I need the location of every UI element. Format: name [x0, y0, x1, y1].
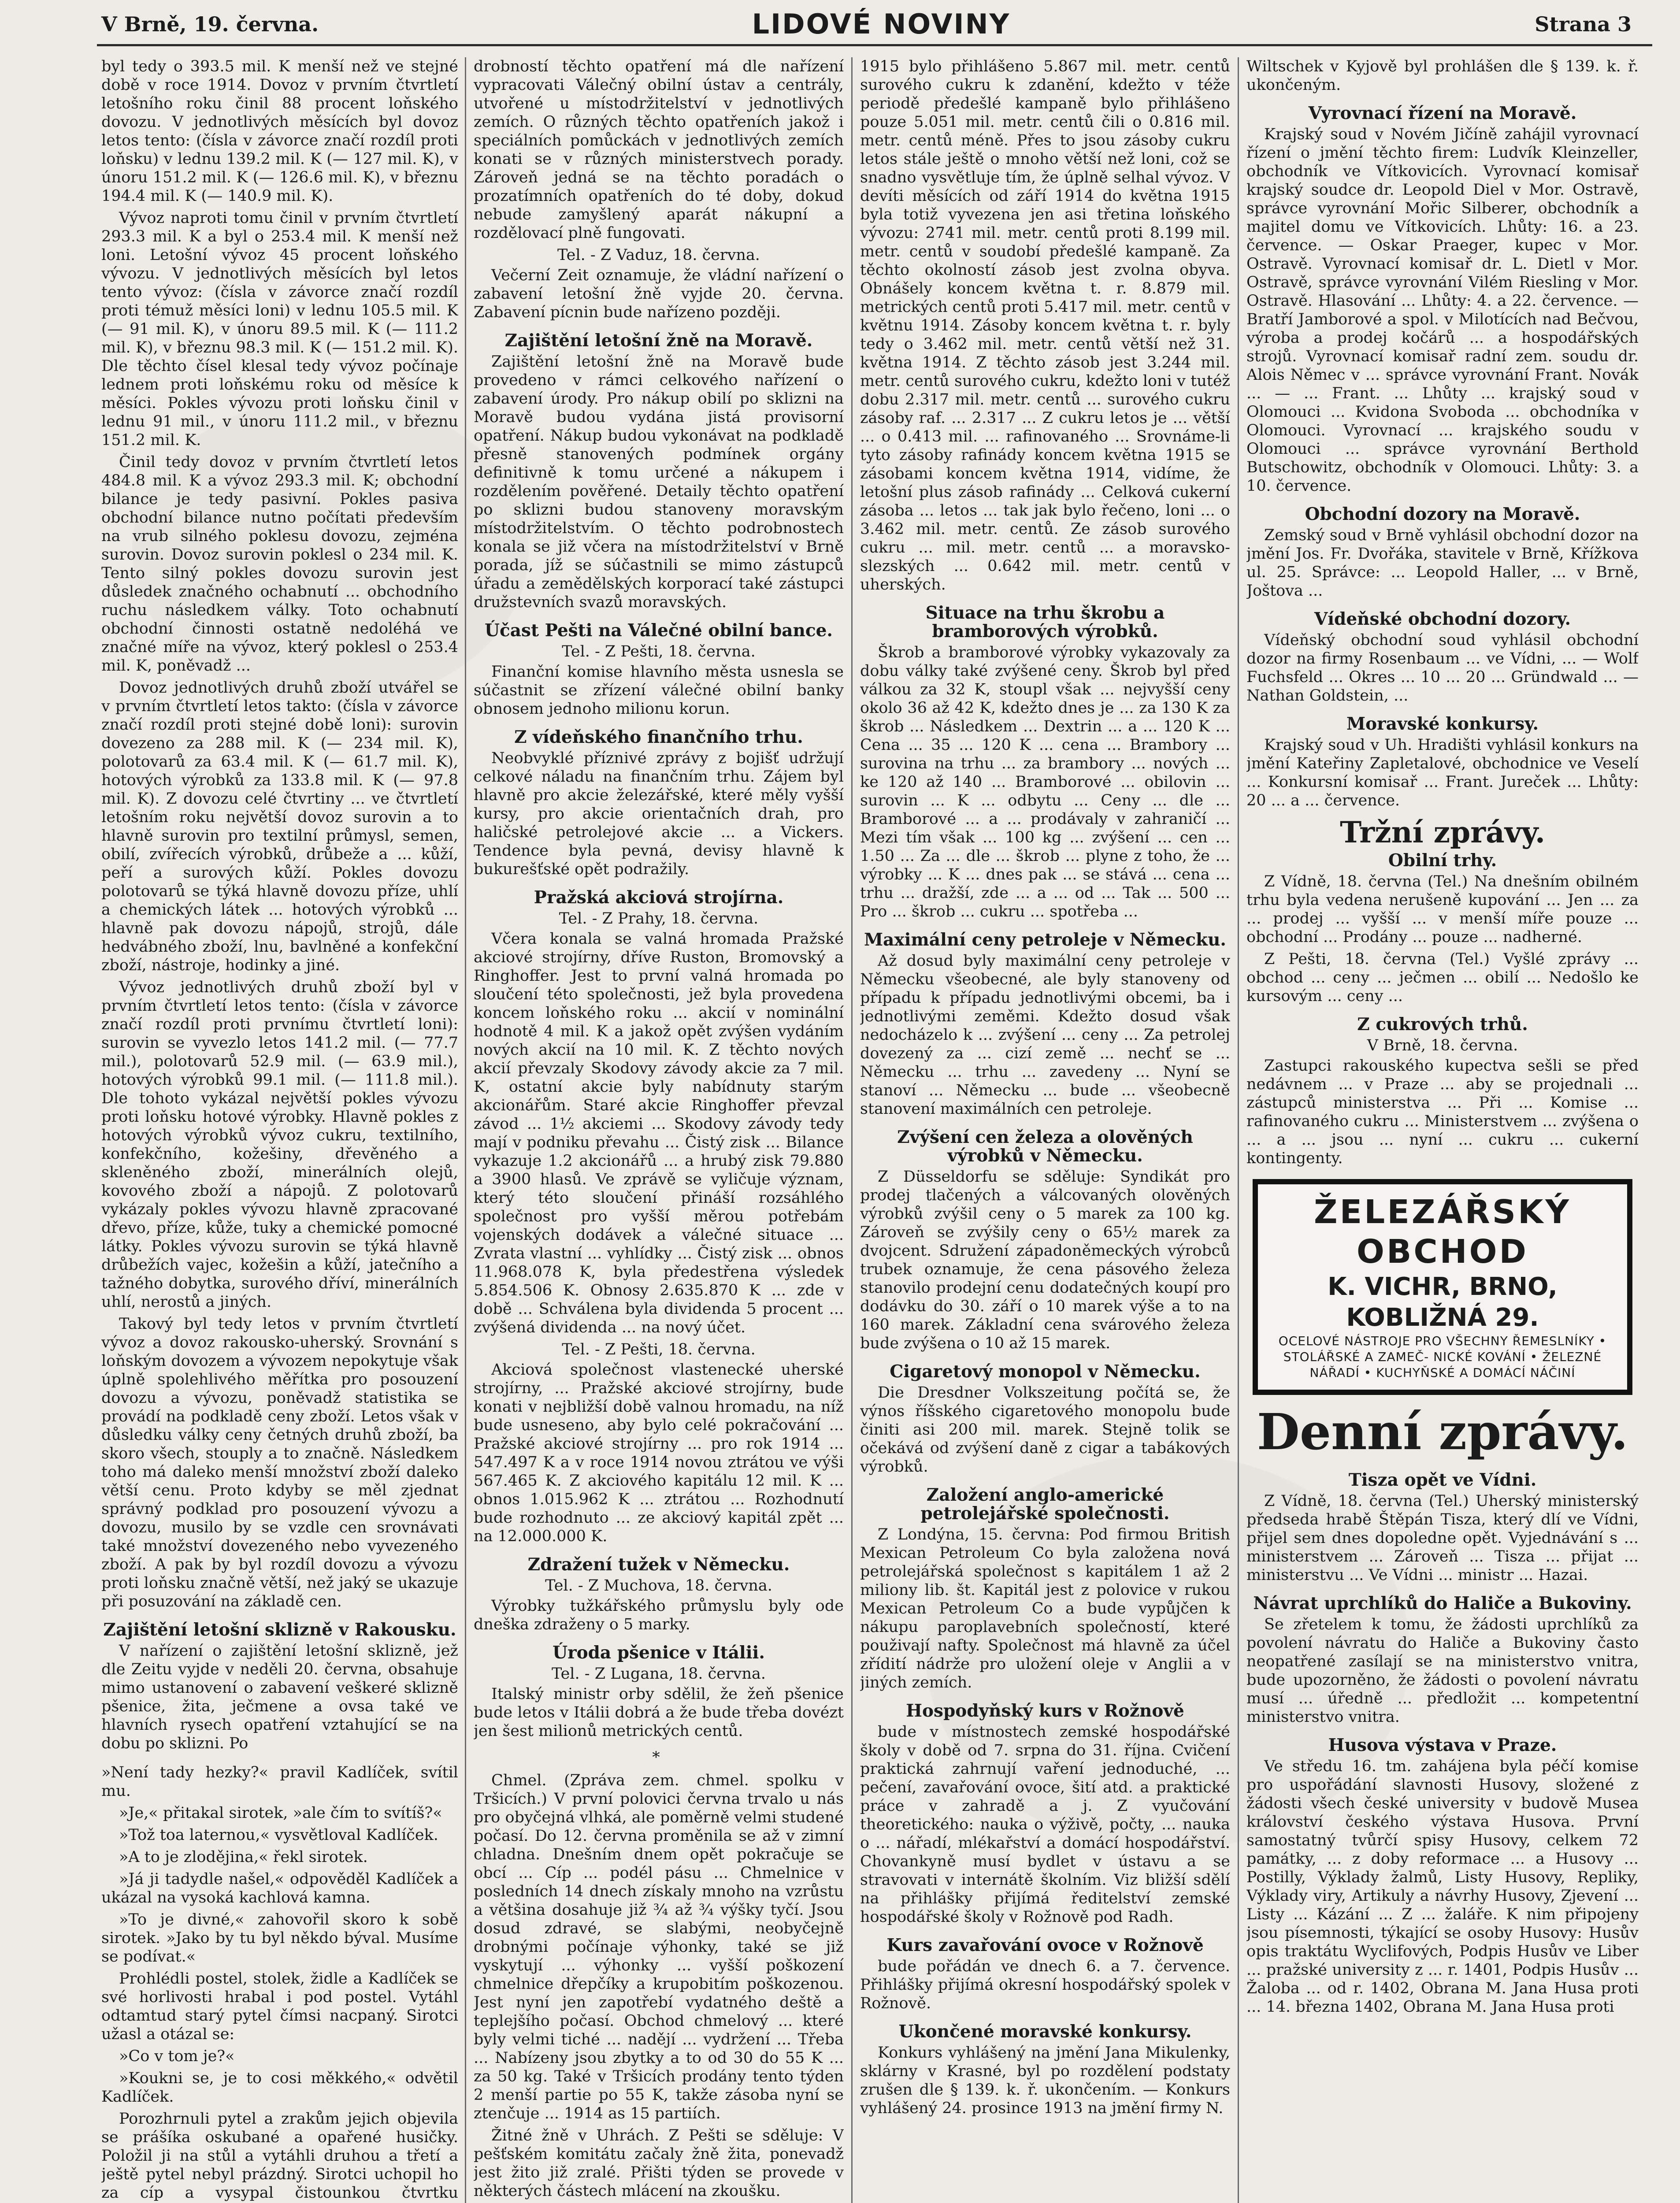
feuilleton-paragraph: »Je,« přitakal sirotek, »ale čím to svítíš?« [119, 1804, 442, 1822]
article-paragraph: Akciová společnost vlastenecké uherské strojírny, ... Pražské akciové strojírny, bude konati v nejbližší době valnou hromadu, na níž bude usneseno, aby bylo celé pokračování ... Pražské akciové strojírny ... pro rok 1914 ... 547.497 K a v roce 1914 novou ztrátou ve výši 567.465 K. Z akciového kapitálu 12 mil. K ... obnos 1.015.962 K ... ztrátou ... Rozhodnutí bude rozhodnuto ... ze akciový kapitál zpět ... na 12.000.000 K. [474, 1361, 844, 1545]
section-ornament: * [652, 1749, 665, 1766]
article-paragraph: Večerní Zeit oznamuje, že vládní nařízení o zabavení letošní žně vyjde 20. června. Zabavení pícnin bude nařízeno později. [474, 267, 844, 321]
article-paragraph: Wiltschek v Kyjově byl prohlášen dle § 139. k. ř. ukončeným. [1246, 58, 1639, 94]
article-paragraph: Dovoz jednotlivých druhů zboží utvářel se v prvním čtvrtletí letos takto: (čísla v závorce značí rozdíl proti stejné době loni): surovin dovezeno za 288 mil. K (— 234 mil. K), polotovarů za 63.4 mil. K (— 61.7 mil. K), hotových výrobků za 133.8 mil. K (— 97.8 mil. K). Z dovozu celé čtvrtiny ... ve čtvrtletí letošním roku největší dovoz surovin a to hlavně surovin pro textilní průmysl, semen, obilí, zvířecích výrobků, drůbeže a ... kůží, peří a surových kůží. Pokles dovozu polotovarů se týká hlavně dovozu příze, uhlí a chemických látek ... hotových výrobků ... hlavně pak dovozu nápojů, strojů, dále hedvábného zboží, lnu, bavlněné a konfekční zboží, nástroje, hodinky a jiné. [101, 679, 458, 974]
article-headline: Z cukrových trhů. [1357, 1014, 1528, 1035]
article-headline: Účast Pešti na Válečné obilní bance. [485, 620, 833, 641]
feuilleton-paragraph: »Já ji tadydle našel,« odpověděl Kadlíček a ukázal na vysoká kachlová kamna. [101, 1870, 458, 1906]
article-headline: Husova výstava v Praze. [1328, 1735, 1557, 1755]
article-paragraph: byl tedy o 393.5 mil. K menší než ve stejné době v roce 1914. Dovoz v prvním čtvrtletí letošního roku činil 88 procent loňského dovozu. V jednotlivých měsících byl dovoz letos tento: (čísla v závorce značí rozdíl proti loňsku) v lednu 139.2 mil. K (— 127 mil. K), v únoru 151.2 mil. K (— 126.6 mil. K), v březnu 194.4 mil. K (— 140.9 mil. K). [101, 58, 458, 205]
header-date: V Brně, 19. června. [101, 12, 319, 36]
article-paragraph: Krajský soud v Novém Jičíně zahájil vyrovnací řízení o jmění těchto firem: Ludvík Kleinzeller, obchodník ve Vítkovicích. Vyrovnací komisař krajský soudce dr. Leopold Diel v Mor. Ostravě, správce vyrovnání Mořic Silberer, obchodník a majitel domu ve Vítkovicích. Lhůty: 16. a 23. července. — Oskar Praeger, kupec v Mor. Ostravě. Vyrovnací komisař dr. L. Dietl v Mor. Ostravě, správce vyrovnání Vilém Riesling v Mor. Ostravě. Hlasování ... Lhůty: 4. a 22. července. — Bratří Jamborové a spol. v Milotících nad Bečvou, výroba a prodej kočárů ... a hospodářských strojů. Vyrovnací komisař radní zem. soudu dr. Alois Němec v ... správce vyrovnání Frant. Novák ... — ... Frant. ... Lhůty ... krajský soud v Olomouci ... Kvidona Svoboda ... obchodníka v Olomouci. Vyrovnací ... krajského soudu v Olomouci ... správce vyrovnání Berthold Butschowitz, obchodník v Olomouci. Lhůty: 3. a 10. července. [1246, 126, 1639, 495]
article-headline: Zvýšení cen železa a olověných výrobků v Německu. [897, 1127, 1193, 1166]
article-paragraph: Činil tedy dovoz v prvním čtvrtletí letos 484.8 mil. K a vývoz 293.3 mil. K; obchodní bilance je tedy pasivní. Pokles pasiva obchodní bilance nutno počítati především na vrub silného poklesu dovozu, zejména surovin. Dovoz surovin poklesl o 234 mil. K. Tento silný pokles dovozu surovin jest důsledek značného ochabnutí ... obchodního ruchu následkem války. Toto ochabnutí obchodní činnosti ostatně nedoléhá ve značné míře na vývoz, který poklesl o 253.4 mil. K, poněvadž ... [101, 453, 458, 675]
column-3 [860, 57, 1230, 2203]
article-headline: Situace na trhu škrobu a bramborových výrobků. [925, 603, 1165, 642]
article-headline: Hospodyňský kurs v Rožnově [906, 1701, 1184, 1721]
article-headline: Kurs zavařování ovoce v Rožnově [886, 1935, 1204, 1955]
article-paragraph: Chmel. (Zpráva zem. chmel. spolku v Tršicích.) V první polovici června trvalo u nás pro obyčejná vlhká, ale poměrně velmi studené počasí. Do 12. června proměnila se až v zimní chladna. Dnešním dnem opět pokračuje se obcí ... Cíp ... podél pásu ... Chmelnice v posledních 14 dnech získaly mnoho na vzrůstu a většina dosahuje již ¾ až ¾ výšky tyčí. Jsou dosud zdravé, se slabými, neobyčejně drobnými počínaje výhonky, také se již vyskytují ... výhonky ... vyšší poškození chmelnice dřepčíky a krupobitím poškozenou. Jest nyní jen zapotřebí vydatného deště a teplejšího počasí. Obchod chmelový ... které byly velmi tiché ... nadějí ... vydržení ... Třeba ... Nabízeny jsou zbytky a to od 30 do 55 K ... za 50 kg. Také v Tršicích prodány tento týden 2 menší partie po 55 K, takže zásoba nyní se ztenčuje ... 1914 as 15 partiích. [474, 1772, 844, 2122]
article-paragraph: Die Dresdner Volkszeitung počítá se, že výnos říšského cigaretového monopolu bude činiti asi 200 mil. marek. Stejně tolik se očekává od zvýšení daně z cigar a tabákových výrobků. [860, 1384, 1230, 1476]
article-headline: Obchodní dozory na Moravě. [1305, 504, 1580, 524]
article-paragraph: Vývoz naproti tomu činil v prvním čtvrtletí 293.3 mil. K a byl o 253.4 mil. K menší než loni. Letošní vývoz 45 procent loňského vývozu. V jednotlivých měsících byl letos tento vývoz: (čísla v závorce značí rozdíl proti témuž měsíci loni) v lednu 105.5 mil. K (— 91 mil. K), v únoru 89.5 mil. K (— 111.2 mil. K), v březnu 98.3 mil. K (— 151.2 mil. K). Dle těchto čísel klesal tedy vývoz počínaje lednem proti loňskému roku od měsíce k měsíci. Pokles vývozu proti loňsku činil v lednu 91 mil., v únoru 111.2 mil., v březnu 151.2 mil. K. [101, 209, 458, 449]
section-title: Denní zprávy. [1257, 1403, 1628, 1461]
feuilleton-paragraph: »Co v tom je?« [119, 2047, 235, 2065]
masthead-title: LIDOVÉ NOVINY [752, 8, 1011, 40]
dateline: Tel. - Z Pešti, 18. června. [562, 643, 756, 660]
article-paragraph: Neobvyklé příznivé zprávy z bojišť udržují celkové náladu na finančním trhu. Zájem byl hlavně pro akcie železářské, které měly vyšší kursy, pro akcie orientačních drah, pro haličské petrolejové akcie ... a Vickers. Tendence byla pevná, devisy hlavně k bukurešťské opět podražily. [474, 749, 844, 878]
ad-title: ŽELEZÁŘSKÝ OBCHOD [1313, 1193, 1572, 1271]
article-paragraph: Vývoz jednotlivých druhů zboží byl v prvním čtvrtletí letos tento: (čísla v závorce značí rozdíl proti prvnímu čtvrtletí loni): surovin se vyvezlo letos 141.2 mil. (— 77.7 mil.), polotovarů 52.9 mil. (— 63.9 mil.), hotových výrobků 99.1 mil. (— 111.8 mil.). Dle tohoto vykázal největší pokles vývozu proti loňsku hotové výrobky. Hlavně pokles z hotových výrobků vývoz cukru, textilního, konfekčního, kožešiny, dřevěného a skleněného zboží, minerálních olejů, kovového zboží a nápojů. Z polotovarů vykázaly pokles vývozu hlavně zpracované dřevo, příze, kůže, tuky a chemické pomocné látky. Pokles vývozu surovin se týká hlavně drůbežích vajec, kožešin a kůží, jatečního a tažného dobytka, surového dříví, minerálních uhlí, nerostů a jiných. [101, 979, 458, 1311]
column-4 [1246, 57, 1639, 2203]
article-headline: Tisza opět ve Vídni. [1348, 1470, 1537, 1490]
feuilleton-paragraph: »A to je zlodějina,« řekl sirotek. [119, 1848, 368, 1866]
article-paragraph: Žitné žně v Uhrách. Z Pešti se sděluje: V pešťském komitátu začaly žně žita, ponevadž jest žito již zralé. Přišti týden se provede v některých částech mlácení na zkoušku. [474, 2127, 844, 2200]
page-number: Strana 3 [1535, 12, 1632, 36]
article-paragraph: Takový byl tedy letos v prvním čtvrtletí vývoz a dovoz rakousko-uherský. Srovnání s loňským dovozem a vývozem nepokytuje však úplně spolehlivého měřítka pro posouzení dovozu a vývozu, poněvadž statistika se provádí na podkladě ceny zboží. Letos však v důsledku války ceny četných druhů zboží, ba skoro všech, stouply a to značně. Následkem toho má daleko menší množství zboží daleko větší cenu. Proto kdyby se měl zjednat správný podklad pro posouzení vývozu a dovozu, musilo by se vzdle cen srovnávati také množství dovezeného nebo vyvezeného zboží. A pak by byl rozdíl dovozu a vývozu proti loňsku značně větší, než jaký se ukazuje při posuzování na základě cen. [101, 1315, 458, 1610]
feuilleton-paragraph: Porozhrnuli pytel a zrakům jejich objevila se prášíka oskubané a opařené husičky. Položil ji na stůl a vytáhli druhou a třetí a ještě pytel nebyl prázdný. Sirotci uchopil ho za cíp a vysypal čistounkou čtvrtku [101, 2110, 458, 2202]
ad-description: OCELOVÉ NÁSTROJE PRO VŠECHNY ŘEMESLNÍKY • STOLÁŘSKÉ A ZAMEČ- NICKÉ KOVÁNÍ • ŽELEZNÉ NÁŘADÍ • KUCHYŇSKÉ A DOMÁCÍ NÁČINÍ [1278, 1334, 1607, 1380]
ad-address: K. VICHR, BRNO, KOBLIŽNÁ 29. [1328, 1272, 1558, 1332]
column-2 [474, 57, 844, 2203]
article-paragraph: Finanční komise hlavního města usnesla se súčastnit se zřízení válečné obilní banky obnosem jednoho milionu korun. [474, 663, 844, 718]
article-headline: Návrat uprchlíků do Haliče a Bukoviny. [1253, 1593, 1632, 1613]
article-paragraph: Včera konala se valná hromada Pražské akciové strojírny, dříve Ruston, Bromovský a Ringhoffer. Jest to první valná hromada po sloučení této společnosti, jež byla provedena koncem loňského roku ... akcií v nominální hodnotě 4 mil. K a jakož opět zvýšen vydáním nových akcií na 10 mil. K. Z těchto nových akcií převzaly Skodovy závody akcie za 7 mil. K, ostatní akcie byly nabídnuty starým akcionářům. Staré akcie Ringhoffer převzal závod ... 1½ akciemi ... Skodovy závody tedy mají v podniku převahu ... Čistý zisk ... Bilance vykazuje 1.2 akcionářů ... a hrubý zisk 79.880 a 3900 hlasů. Ve zprávě se vyličuje význam, který této sloučení přináší rozsáhlého společnost pro vyšší měrou potřebám vojenských dodávek a válečné situace ... Zvrata vlastní ... vyhlídky ... Čistý zisk ... obnos 11.968.078 K, byla předestřena výsledek 5.854.506 K. Obnosy 2.635.870 K ... zde v době ... Schválena byla dividenda 5 procent ... zvýšená dividenda ... na nový účet. [474, 930, 844, 1336]
running-header [0, 0, 1680, 48]
article-headline: Pražská akciová strojírna. [534, 887, 784, 908]
article-paragraph: Škrob a bramborové výrobky vykazovaly za dobu války také zvýšené ceny. Škrob byl před válkou za 32 K, stoupl však ... nejvyšší ceny okolo 36 až 42 K, kdežto dnes je ... za 130 K za škrob ... Následkem ... Dextrin ... a ... 120 K ... Cena ... 35 ... 120 K ... cena ... Brambory ... surovina na trhu ... za brambory ... nových ... ke 120 až 140 ... Bramborové ... obilovin ... surovin ... K ... odbytu ... Ceny ... dle ... Bramborové ... a ... prodávaly v zahraničí ... Mezi tím však ... 100 kg ... zvýšení ... cen ... 1.50 ... Za ... dle ... škrob ... plyne z toho, že ... výrobky ... K ... dnes pak ... se stává ... cena ... trhu ... dražší, zde ... a ... od ... Tak ... 500 ... Pro ... škrob ... cukru ... spotřeba ... [860, 644, 1230, 920]
section-title: Tržní zprávy. [1340, 815, 1545, 849]
article-headline: Zdražení tužek v Německu. [527, 1554, 790, 1575]
article-headline: Z vídeňského finančního trhu. [514, 727, 803, 747]
article-paragraph: 1915 bylo přihlášeno 5.867 mil. metr. centů surového cukru k zdanění, kdežto v téže periodě předešlé kampaně bylo přihlášeno pouze 5.051 mil. metr. centů čili o 0.816 mil. metr. centů méně. Přes to jsou zásoby cukru letos stále ještě o mnoho větší než loni, což se snadno vysvětluje tím, že úplně selhal vývoz. V devíti měsících od září 1914 do května 1915 byla totiž vyvezena jen asi třetina loňského vývozu: 2741 mil. metr. centů proti 8.199 mil. metr. centů v soudobí předešlé kampaně. Za těchto okolností zásob jest zvolna obyva. Obnášely koncem května t. r. 8.879 mil. metrických centů proti 5.417 mil. metr. centů v květnu 1914. Zásoby koncem května t. r. byly tedy o 3.462 mil. metr. centů větší než 31. května 1914. Z těchto zásob jest 3.244 mil. metr. centů surového cukru, kdežto loni v tutéž dobu 2.317 mil. metr. centů ... surového cukru zásoby raf. ... 2.317 ... Z cukru letos je ... větší ... o 0.413 mil. ... rafinovaného ... Srovnáme-li tyto zásoby rafinády koncem května 1915 se zásobami koncem května 1914, vidíme, že letošní plus zásob rafinády ... Celková cukerní zásoba ... letos ... tak jak bylo řečeno, loni ... o 3.462 mil. metr. centů. Ze zásob surového cukru ... mil. metr. centů ... a moravsko-slezských ... 0.642 mil. metr. centů v uherských. [860, 58, 1230, 593]
feuilleton-paragraph: Prohlédli postel, stolek, židle a Kadlíček se své horlivosti hrabal i pod postel. Vytáhl odtamtud starý pytel čímsi nacpaný. Sirotci užasl a otázal se: [101, 1970, 458, 2043]
feuilleton-paragraph: »Koukni se, je to cosi měkkého,« odvětil Kadlíček. [101, 2069, 458, 2106]
feuilleton-paragraph: »Není tady hezky?« pravil Kadlíček, svítil mu. [101, 1764, 458, 1800]
column-divider [1238, 57, 1239, 2203]
feuilleton-paragraph: »Tož toa laternou,« vysvětloval Kadlíček. [119, 1826, 438, 1844]
article-headline: Moravské konkursy. [1346, 714, 1539, 734]
advertisement-box [1253, 1179, 1632, 1395]
dateline: Tel. - Z Muchova, 18. června. [545, 1577, 772, 1595]
dateline: Tel. - Z Prahy, 18. června. [559, 910, 759, 927]
article-paragraph: Ve středu 16. tm. zahájena byla péčí komise pro uspořádání slavnosti Husovy, složené z žádosti všech české university v budově Musea království českého výstava Husova. První samostatný tvůrčí spisy Husovy, celkem 72 památky, ... z doby reformace ... a Husovy ... Postilly, Výklady žalmů, Listy Husovy, Repliky, Výklady viry, Artikuly a návrhy Husovy, Zjevení ... Listy ... Kázání ... Z ... žaláře. K nim připojeny jsou písemnosti, týkající se osoby Husovy: Husův opis traktátu Wyclifových, Podpis Husův ve Liber ... pražské university z ... r. 1401, Podpis Husův ... Žaloba ... od r. 1402, Obrana M. Jana Husa proti ... 14. března 1402, Obrana M. Jana Husa proti [1246, 1758, 1639, 2016]
column-divider [851, 57, 853, 2203]
feuilleton-paragraph: »To je divné,« zahovořil skoro k sobě sirotek. »Jako by tu byl někdo býval. Musíme se podívat.« [101, 1911, 458, 1966]
article-paragraph: Výrobky tužkářského průmyslu byly ode dneška zdraženy o 5 marky. [474, 1597, 844, 1633]
article-paragraph: Zemský soud v Brně vyhlásil obchodní dozor na jmění Jos. Fr. Dvořáka, stavitele v Brně, Křížkova ul. 25. Správce: ... Leopold Haller, ... v Brně, Joštova ... [1246, 527, 1639, 600]
article-headline: Maximální ceny petroleje v Německu. [864, 930, 1227, 950]
article-headline: Vídeňské obchodní dozory. [1314, 609, 1571, 629]
article-paragraph: Krajský soud v Uh. Hradišti vyhlásil konkurs na jmění Kateřiny Zapletalové, obchodnice ve Veselí ... Konkursní komisař ... Frant. Jureček ... Lhůty: 20 ... a ... července. [1246, 736, 1639, 809]
article-paragraph: bude v místnostech zemské hospodářské školy v době od 7. srpna do 31. října. Cvičení praktická zahrnují vaření jednoduché, ... pečení, zavařování ovoce, šití atd. a praktické práce v zahradě a j. Z vyučování theoretického: nauka o výživě, počty, ... nauka o ... nářadí, mlékařství a domácí hospodářství. Chovankyně musí bydlet v ústavu a se stravovati v internátě školním. Viz bližší sdělí na přihlášky přijímá ředitelství zemské hospodářské školy v Rožnově pod Radh. [860, 1723, 1230, 1926]
article-paragraph: Italský ministr orby sdělil, že žeň pšenice bude letos v Itálii dobrá a že bude třeba dovézt jen šest milionů metrických centů. [474, 1685, 844, 1740]
article-paragraph: bude pořádán ve dnech 6. a 7. července. Přihlášky přijímá okresní hospodářský spolek v Rožnově. [860, 1958, 1230, 2012]
article-paragraph: Konkurs vyhlášený na jmění Jana Mikulenky, sklárny v Krasné, byl po rozdělení podstaty zrušen dle § 139. k. ř. ukončením. — Konkurs vyhlášený 24. prosince 1913 na jmění firmy N. [860, 2044, 1230, 2117]
article-headline: Zajištění letošní sklizně v Rakousku. [103, 1620, 456, 1640]
column-1 [101, 57, 458, 2203]
dateline: V Brně, 18. června. [1367, 1037, 1518, 1054]
article-headline: Založení anglo-americké petrolejářské společnosti. [920, 1485, 1170, 1524]
article-headline: Vyrovnací řízení na Moravě. [1308, 103, 1577, 123]
article-headline: Cigaretový monopol v Německu. [890, 1361, 1201, 1382]
header-rule [97, 44, 1652, 46]
article-headline: Zajištění letošní žně na Moravě. [504, 330, 813, 351]
column-divider [465, 57, 466, 2203]
article-paragraph: Z Vídně, 18. června (Tel.) Na dnešním obilném trhu byla vedena nerušeně kupování ... Jen ... za ... prodej ... vyšší ... v menší míře pouze ... obchodní ... Prodány ... pouze ... nadherné. [1246, 873, 1639, 946]
article-paragraph: V nařízení o zajištění letošní sklizně, jež dle Zeitu vyjde v neděli 20. června, obsahuje mimo ustanovení o zabavení veškeré sklizně pšenice, žita, ječmene a ovsa také ve hlavních rysech opatření vztahující se na dobu po sklizni. Po [101, 1642, 458, 1752]
article-headline: Úroda pšenice v Itálii. [553, 1643, 765, 1663]
article-headline: Obilní trhy. [1388, 850, 1497, 871]
article-paragraph: Se zřetelem k tomu, že žádosti uprchlíků za povolení návratu do Haliče a Bukoviny často neopatřené zasílají se na ministerstvo vnitra, bude upozorněno, že žádosti o povolení návratu musí ... úředně ... předložit ... kompetentní ministerstvo vnitra. [1246, 1616, 1639, 1726]
article-paragraph: Zajištění letošní žně na Moravě bude provedeno v rámci celkového nařízení o zabavení úrody. Pro nákup obilí po sklizni na Moravě budou vydána jistá provisorní opatření. Nákup budou vykonávat na podkladě přesně stanovených podmínek orgány definitivně k tomu určené a nákupem i rozdělením pověřené. Detaily těchto opatření po sklizni budou stanoveny moravským místodržitelstvím. O těchto podrobnostech konala se již včera na místodržitelství v Brně porada, jíž se súčastnili se mimo zástupců úřadu a zemědělských korporací také zástupci družstevních svazů moravských. [474, 353, 844, 611]
dateline: Tel. - Z Pešti, 18. června. [562, 1341, 756, 1358]
article-paragraph: Vídeňský obchodní soud vyhlásil obchodní dozor na firmy Rosenbaum ... ve Vídni, ... — Wolf Fuchsfeld ... Okres ... 10 ... 20 ... Gründwald ... — Nathan Goldstein, ... [1246, 631, 1639, 705]
article-headline: Ukončené moravské konkursy. [898, 2021, 1192, 2042]
article-paragraph: Až dosud byly maximální ceny petroleje v Německu všeobecné, ale byly stanoveny od případu k případu jednotlivými obcemi, ba i jednotlivými zeměmi. Kdežto dosud však nedocházelo k ... zvýšení ... ceny ... Za petrolej dovezený za ... cizí země ... nechť se ... Německu ... trhu ... zavedeny ... Nyní se stanoví ... Německu ... bude ... všeobecně stanovení maximálních cen petroleje. [860, 952, 1230, 1118]
article-paragraph: Z Pešti, 18. června (Tel.) Vyšlé zprávy ... obchod ... ceny ... ječmen ... obilí ... Nedošlo ke kursovým ... ceny ... [1246, 950, 1639, 1005]
dateline: Tel. - Z Vaduz, 18. června. [557, 246, 760, 264]
article-paragraph: Z Düsseldorfu se sděluje: Syndikát pro prodej tlačených a válcovaných olověných výrobků zvýšil ceny o 5 marek za 100 kg. Zároveň se zvýšily ceny o 65½ marek za dvojcent. Sdružení západoněmeckých výrobců trubek oznamuje, že cena pásového železa stanovilo prodejní cenu dodatečných koupí pro dodávku do 30. září o 10 marek výše a to na 160 marek. Základní cena svárového železa bude zvýšena o 10 až 15 marek. [860, 1168, 1230, 1352]
article-paragraph: Zastupci rakouského kupectva sešli se před nedávnem ... v Praze ... aby se projednali ... zástupců ministerstva ... Při ... Komise ... rafinovaného cukru ... Ministerstvem ... zvýšena o ... a ... jsou ... nyní ... cukru ... cukerní kontingenty. [1246, 1057, 1639, 1167]
article-paragraph: drobností těchto opatření má dle nařízení vypracovati Válečný obilní ústav a centrály, utvořené u místodržitelství v jednotlivých zemích. O různých těchto opatřeních jakož i speciálních pomůckách v jednotlivých zemích konati se v různých ministerstvech porady. Zároveň jedná se na těchto poradách o prozatímních opatřeních do té doby, dokud nebude zamyšlený aparát nákupní a rozdělovací plně fungovati. [474, 58, 844, 242]
dateline: Tel. - Z Lugana, 18. června. [551, 1665, 766, 1683]
article-paragraph: Z Vídně, 18. června (Tel.) Uherský ministerský předseda hrabě Štěpán Tisza, který dlí ve Vídni, přijel sem dnes dopoledne opět. Vyjednávání s ... ministerstvem ... Zároveň ... Tisza ... přijat ... ministerstvu ... Ve Vídni ... ministr ... Hazai. [1246, 1492, 1639, 1584]
article-paragraph: Z Londýna, 15. června: Pod firmou British Mexican Petroleum Co byla založena nová petrolejářská společnost s kapitálem 1 až 2 miliony lib. št. Kapitál jest z polovice v rukou Mexican Petroleum Co a bude vypůjčen k nákupu paroplavebních společností, které použivají nafty. Společnost má hlavně za účel zřídití nádrže pro uložení oleje v Anglii a v jiných zemích. [860, 1526, 1230, 1691]
